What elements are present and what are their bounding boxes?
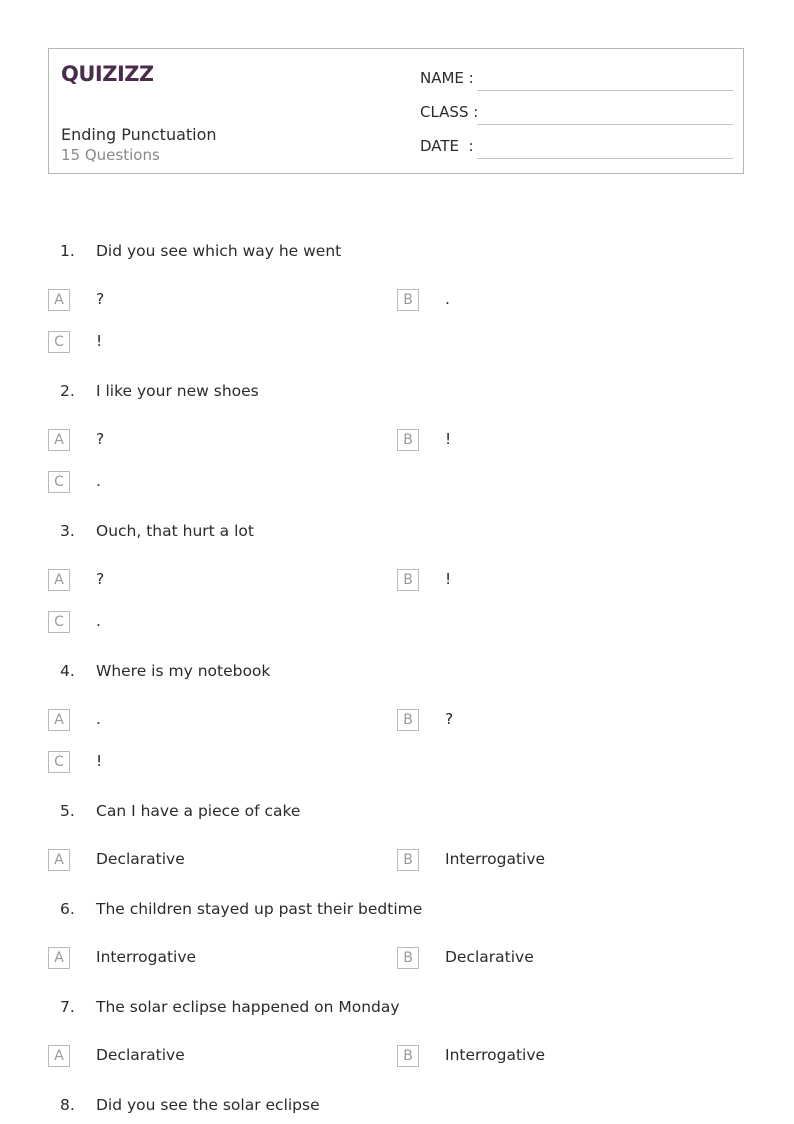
question — [48, 242, 748, 270]
option-c[interactable] — [48, 471, 378, 495]
question-text: I like your new shoes — [96, 382, 259, 400]
option-text: . — [96, 472, 101, 490]
question-number: 2. — [60, 382, 75, 400]
option-c[interactable] — [48, 331, 378, 355]
question-text: Did you see which way he went — [96, 242, 342, 260]
question-text: The solar eclipse happened on Monday — [96, 998, 400, 1016]
option-text: Declarative — [445, 948, 534, 966]
option-letter-box: A — [48, 1045, 70, 1067]
option-a[interactable] — [48, 429, 378, 453]
name-line — [477, 90, 733, 91]
question-text: The children stayed up past their bedtime — [96, 900, 423, 918]
option-c[interactable] — [48, 751, 378, 775]
option-letter-box: B — [397, 289, 419, 311]
option-b[interactable] — [397, 709, 727, 733]
date-line — [477, 158, 733, 159]
question-number: 7. — [60, 998, 75, 1016]
option-text: ? — [96, 290, 105, 308]
question-text: Where is my notebook — [96, 662, 271, 680]
question-text: Did you see the solar eclipse — [96, 1096, 320, 1114]
option-a[interactable] — [48, 849, 378, 873]
worksheet-header — [48, 48, 744, 174]
svg-text:QUIZIZZ: QUIZIZZ — [61, 62, 153, 86]
option-c[interactable] — [48, 611, 378, 635]
option-letter-box: B — [397, 429, 419, 451]
option-text: ! — [96, 332, 103, 350]
option-text: Declarative — [96, 1046, 185, 1064]
option-letter-box: C — [48, 611, 70, 633]
quizizz-logo — [61, 59, 153, 93]
option-b[interactable] — [397, 849, 727, 873]
option-a[interactable] — [48, 947, 378, 971]
option-text: Interrogative — [445, 850, 546, 868]
option-letter-box: B — [397, 709, 419, 731]
option-a[interactable] — [48, 289, 378, 313]
option-text: Declarative — [96, 850, 185, 868]
option-letter-box: A — [48, 709, 70, 731]
option-b[interactable] — [397, 429, 727, 453]
option-text: ! — [96, 752, 103, 770]
question-text: Ouch, that hurt a lot — [96, 522, 254, 540]
name-field[interactable] — [420, 69, 733, 93]
option-letter-box: A — [48, 569, 70, 591]
option-text: ? — [96, 570, 105, 588]
option-letter-box: B — [397, 947, 419, 969]
question — [48, 998, 748, 1026]
option-b[interactable] — [397, 1045, 727, 1069]
worksheet-title: Ending Punctuation — [61, 125, 217, 144]
option-text: ? — [96, 430, 105, 448]
option-b[interactable] — [397, 947, 727, 971]
option-text: ? — [445, 710, 454, 728]
option-text: Interrogative — [96, 948, 197, 966]
option-letter-box: B — [397, 569, 419, 591]
option-letter-box: B — [397, 1045, 419, 1067]
option-a[interactable] — [48, 1045, 378, 1069]
question-count: 15 Questions — [61, 146, 160, 164]
name-label: NAME : — [420, 69, 474, 87]
question-text: Can I have a piece of cake — [96, 802, 301, 820]
question-number: 6. — [60, 900, 75, 918]
option-letter-box: C — [48, 471, 70, 493]
option-b[interactable] — [397, 289, 727, 313]
question-number: 4. — [60, 662, 75, 680]
option-b[interactable] — [397, 569, 727, 593]
question — [48, 522, 748, 550]
option-a[interactable] — [48, 569, 378, 593]
option-letter-box: A — [48, 947, 70, 969]
option-text: . — [96, 710, 101, 728]
question — [48, 662, 748, 690]
class-label: CLASS : — [420, 103, 479, 121]
option-letter-box: A — [48, 289, 70, 311]
question — [48, 382, 748, 410]
class-line — [477, 124, 733, 125]
question — [48, 802, 748, 830]
question — [48, 900, 748, 928]
date-field[interactable] — [420, 137, 733, 161]
option-letter-box: C — [48, 331, 70, 353]
option-letter-box: C — [48, 751, 70, 773]
option-text: . — [96, 612, 101, 630]
option-letter-box: A — [48, 429, 70, 451]
option-text: Interrogative — [445, 1046, 546, 1064]
question — [48, 1096, 748, 1124]
question-number: 5. — [60, 802, 75, 820]
option-text: . — [445, 290, 450, 308]
option-text: ! — [445, 570, 452, 588]
question-number: 8. — [60, 1096, 75, 1114]
question-number: 1. — [60, 242, 75, 260]
question-number: 3. — [60, 522, 75, 540]
class-field[interactable] — [420, 103, 733, 127]
option-a[interactable] — [48, 709, 378, 733]
option-text: ! — [445, 430, 452, 448]
option-letter-box: B — [397, 849, 419, 871]
option-letter-box: A — [48, 849, 70, 871]
date-label: DATE : — [420, 137, 474, 155]
